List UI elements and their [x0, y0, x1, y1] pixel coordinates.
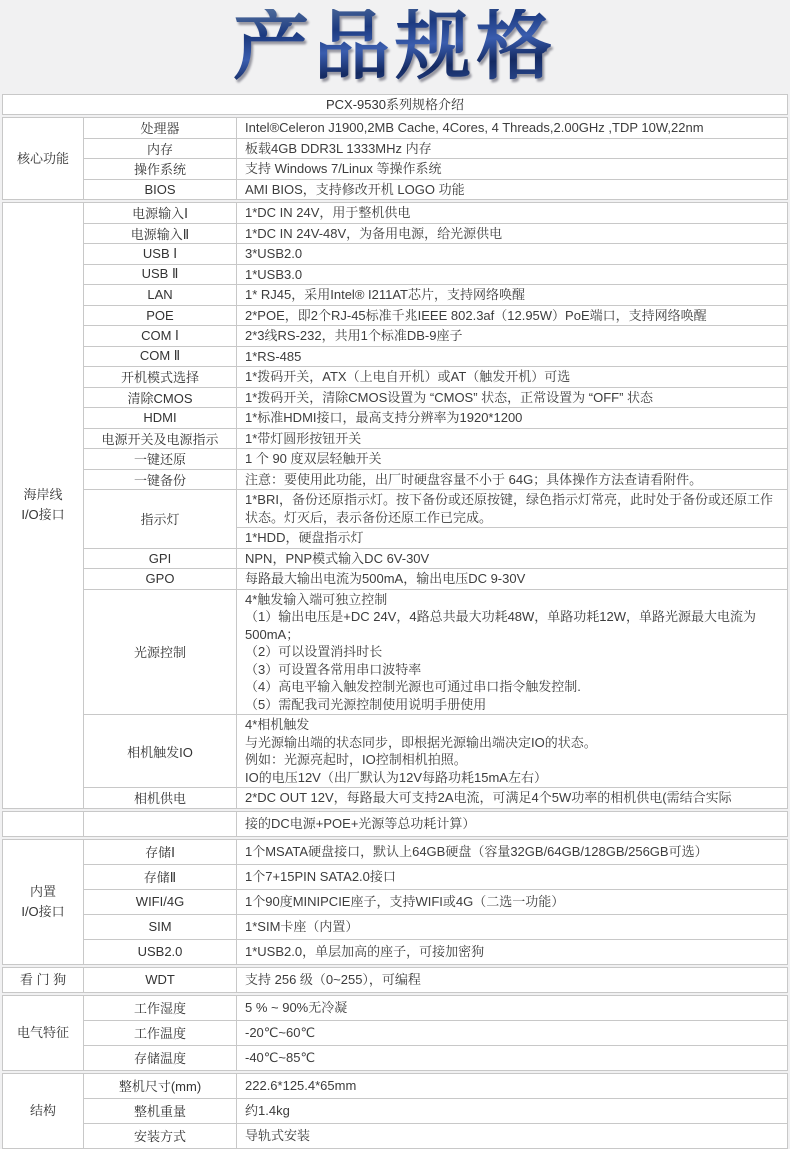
spec-row [84, 787, 787, 808]
spec-value-line: 板载4GB DDR3L 1333MHz 内存 [245, 140, 432, 156]
spec-row [84, 1074, 787, 1098]
spec-value-cell [237, 527, 787, 548]
spec-item-value [237, 996, 787, 1020]
spec-value-line: 222.6*125.4*65mm [245, 1077, 357, 1093]
spec-row [84, 469, 787, 490]
spec-item-value [237, 715, 787, 787]
spec-item-name: 一键还原 [84, 449, 237, 469]
spec-row [84, 179, 787, 200]
spec-value-line: 1*RS-485 [245, 348, 302, 364]
spec-value-cell [237, 118, 787, 138]
table-title: PCX-9530系列规格介绍 [2, 94, 788, 115]
spec-item-name: 存储温度 [84, 1046, 237, 1070]
spec-item-value [237, 139, 787, 159]
spec-value-cell [237, 569, 787, 589]
spec-section [2, 117, 788, 200]
spec-value-line: （4）高电平输入触发控制光源也可通过串口指令触发控制. [245, 679, 581, 694]
spec-value-line: 3*USB2.0 [245, 246, 303, 261]
spec-item-name: 电源输入Ⅰ [84, 203, 237, 223]
spec-row [84, 489, 787, 548]
spec-item-value [237, 408, 787, 428]
spec-value-cell [237, 159, 787, 179]
spec-item-name: 工作温度 [84, 1021, 237, 1045]
spec-value-cell [237, 715, 787, 787]
spec-row [84, 996, 787, 1020]
spec-row [84, 1123, 787, 1148]
spec-section [2, 995, 788, 1071]
spec-value-line: 支持 256 级（0~255），可编程 [245, 971, 421, 987]
spec-item-name: LAN [84, 285, 237, 305]
spec-item-name: USB Ⅰ [84, 244, 237, 264]
spec-value-line: 1*带灯圆形按钮开关 [245, 430, 362, 446]
spec-row [84, 968, 787, 992]
spec-value-line: 1*拨码开关，清除CMOS设置为 “CMOS” 状态，正常设置为 “OFF” 状态 [245, 389, 654, 405]
spec-value-cell [237, 788, 787, 808]
spec-row [84, 203, 787, 223]
spec-item-name: HDMI [84, 408, 237, 428]
spec-row [84, 812, 787, 836]
spec-item-value [237, 812, 787, 836]
spec-value-cell [237, 470, 787, 490]
spec-value-cell [237, 1124, 787, 1148]
spec-value-line: Intel®Celeron J1900,2MB Cache, 4Cores, 4 Threads,2.00GHz ,TDP 10W,22nm [245, 120, 704, 135]
spec-value-line: 2*DC OUT 12V，每路最大可支持2A电流，可满足4个5W功率的相机供电(需结合实际 [245, 790, 732, 805]
spec-value-cell [237, 865, 787, 889]
spec-row [84, 864, 787, 889]
spec-value-cell [237, 285, 787, 305]
spec-item-name: GPI [84, 549, 237, 569]
spec-row [84, 914, 787, 939]
spec-item-name: USB2.0 [84, 940, 237, 964]
spec-item-value [237, 940, 787, 964]
spec-row [84, 589, 787, 715]
spec-value-line: 2*3线RS-232，共用1个标准DB-9座子 [245, 328, 463, 343]
spec-row [84, 158, 787, 179]
spec-value-line: 1*USB2.0，单层加高的座子，可接加密狗 [245, 943, 485, 959]
spec-section [2, 202, 788, 809]
spec-item-value [237, 490, 787, 548]
spec-item-name: 存储Ⅱ [84, 865, 237, 889]
spec-item-name: 整机尺寸(mm) [84, 1074, 237, 1098]
spec-row [84, 407, 787, 428]
spec-item-value [237, 569, 787, 589]
spec-value-line: 支持 Windows 7/Linux 等操作系统 [245, 161, 442, 176]
category-label: 核心功能 [3, 118, 84, 199]
spec-value-line: 1* RJ45，采用Intel® I211AT芯片，支持网络唤醒 [245, 287, 525, 302]
spec-item-name: 处理器 [84, 118, 237, 138]
spec-value-line: （3）可设置各常用串口波特率 [245, 661, 422, 677]
spec-row [84, 325, 787, 346]
spec-item-name: 整机重量 [84, 1099, 237, 1123]
spec-value-cell [237, 139, 787, 159]
spec-value-cell [237, 840, 787, 864]
spec-item-value [237, 968, 787, 992]
spec-item-value [237, 549, 787, 569]
spec-value-line: 1个MSATA硬盘接口，默认上64GB硬盘（容量32GB/64GB/128GB/256GB可选） [245, 843, 708, 859]
spec-item-value [237, 244, 787, 264]
spec-value-cell [237, 367, 787, 387]
spec-value-cell [237, 347, 787, 367]
spec-item-value [237, 306, 787, 326]
spec-value-cell [237, 180, 787, 200]
spec-rows [84, 203, 787, 808]
spec-value-line: 每路最大输出电流为500mA，输出电压DC 9-30V [245, 571, 526, 586]
spec-row [84, 1098, 787, 1123]
spec-item-name: USB Ⅱ [84, 265, 237, 285]
spec-item-value [237, 224, 787, 244]
spec-row [84, 428, 787, 449]
spec-item-value [237, 1099, 787, 1123]
spec-row [84, 448, 787, 469]
spec-item-value [237, 470, 787, 490]
spec-item-name: 安装方式 [84, 1124, 237, 1148]
spec-value-line: 1*标准HDMI接口，最高支持分辨率为1920*1200 [245, 410, 523, 425]
spec-value-line: 导轨式安装 [245, 1127, 311, 1143]
category-label: 电气特征 [3, 996, 84, 1070]
spec-value-line: 4*相机触发 [245, 717, 310, 732]
spec-item-name: WDT [84, 968, 237, 992]
spec-value-line: （1）输出电压是+DC 24V，4路总共最大功耗48W，单路功耗12W，单路光源最大电流为500mA； [245, 609, 757, 642]
spec-row [84, 264, 787, 285]
spec-row [84, 387, 787, 408]
spec-value-line: 5 % ~ 90%无冷凝 [245, 999, 348, 1015]
spec-item-value [237, 590, 787, 715]
spec-value-cell [237, 890, 787, 914]
spec-value-line: 注意：要使用此功能，出厂时硬盘容量不小于 64G；具体操作方法查请看附件。 [245, 471, 703, 487]
spec-item-value [237, 890, 787, 914]
spec-value-cell [237, 203, 787, 223]
spec-row [84, 223, 787, 244]
spec-item-value [237, 159, 787, 179]
spec-row [84, 305, 787, 326]
spec-item-name: 一键备份 [84, 470, 237, 490]
spec-item-name: 开机模式选择 [84, 367, 237, 387]
spec-value-line: （5）需配我司光源控制使用说明手册使用 [245, 696, 487, 712]
spec-value-cell [237, 590, 787, 715]
spec-value-cell [237, 1074, 787, 1098]
spec-item-value [237, 788, 787, 808]
spec-item-value [237, 449, 787, 469]
spec-value-line: 4*触发输入端可独立控制 [245, 591, 388, 607]
page-title: 产品规格 [233, 4, 557, 89]
spec-value-line: 1*DC IN 24V，用于整机供电 [245, 205, 411, 220]
spec-value-line: 1个7+15PIN SATA2.0接口 [245, 868, 396, 884]
spec-item-value [237, 840, 787, 864]
spec-item-name: 清除CMOS [84, 388, 237, 408]
spec-value-cell [237, 1099, 787, 1123]
spec-item-value [237, 915, 787, 939]
spec-section [2, 967, 788, 993]
spec-value-cell [237, 408, 787, 428]
spec-value-cell [237, 1021, 787, 1045]
spec-row [84, 1020, 787, 1045]
spec-row [84, 889, 787, 914]
spec-item-name: COM Ⅱ [84, 347, 237, 367]
spec-item-value [237, 180, 787, 200]
spec-row [84, 138, 787, 159]
spec-value-line: 接的DC电源+POE+光源等总功耗计算） [245, 815, 476, 831]
category-label: 内置 I/O接口 [3, 840, 84, 964]
spec-value-cell [237, 996, 787, 1020]
spec-value-line: 1*拨码开关，ATX（上电自开机）或AT（触发开机）可选 [245, 369, 571, 384]
spec-value-cell [237, 1046, 787, 1070]
spec-row [84, 284, 787, 305]
spec-rows [84, 996, 787, 1070]
spec-value-line: 约1.4kg [245, 1102, 290, 1118]
spec-value-cell [237, 306, 787, 326]
spec-item-name: GPO [84, 569, 237, 589]
spec-table [2, 117, 788, 1149]
spec-item-name: 指示灯 [84, 490, 237, 548]
spec-rows [84, 968, 787, 992]
spec-row [84, 243, 787, 264]
spec-item-value [237, 285, 787, 305]
page-header [0, 0, 790, 94]
spec-value-cell [237, 244, 787, 264]
spec-row [84, 1045, 787, 1070]
spec-item-value [237, 265, 787, 285]
spec-item-value [237, 865, 787, 889]
category-label [3, 812, 84, 836]
spec-value-cell [237, 490, 787, 527]
spec-item-name: WIFI/4G [84, 890, 237, 914]
spec-item-name: BIOS [84, 180, 237, 200]
spec-value-line: 1*HDD，硬盘指示灯 [245, 530, 364, 545]
spec-row [84, 939, 787, 964]
spec-item-name: 相机触发IO [84, 715, 237, 787]
spec-item-name: COM Ⅰ [84, 326, 237, 346]
spec-value-line: 1 个 90 度双层轻触开关 [245, 451, 382, 466]
spec-value-cell [237, 940, 787, 964]
spec-value-cell [237, 549, 787, 569]
spec-value-cell [237, 812, 787, 836]
spec-value-line: （2）可以设置消抖时长 [245, 644, 383, 659]
spec-value-line: 2*POE，即2个RJ-45标准千兆IEEE 802.3af（12.95W）PoE端口，支持网络唤醒 [245, 307, 707, 323]
spec-item-name: SIM [84, 915, 237, 939]
spec-item-value [237, 1046, 787, 1070]
spec-value-line: 1*SIM卡座（内置） [245, 918, 359, 934]
spec-item-value [237, 118, 787, 138]
spec-item-name: POE [84, 306, 237, 326]
spec-value-cell [237, 915, 787, 939]
spec-row [84, 840, 787, 864]
spec-item-value [237, 203, 787, 223]
category-label: 结构 [3, 1074, 84, 1148]
spec-value-line: AMI BIOS，支持修改开机 LOGO 功能 [245, 181, 465, 197]
spec-value-line: 1*DC IN 24V-48V，为备用电源，给光源供电 [245, 225, 503, 241]
spec-rows [84, 1074, 787, 1148]
spec-item-value [237, 326, 787, 346]
spec-value-cell [237, 449, 787, 469]
spec-row [84, 346, 787, 367]
spec-section [2, 1073, 788, 1149]
spec-item-value [237, 1021, 787, 1045]
spec-value-line: 1个90度MINIPCIE座子，支持WIFI或4G（二选一功能） [245, 893, 565, 909]
category-label: 看 门 狗 [3, 968, 84, 992]
spec-item-value [237, 429, 787, 449]
spec-item-name: 内存 [84, 139, 237, 159]
spec-value-line: 例如：光源亮起时，IO控制相机拍照。 [245, 752, 467, 767]
spec-item-name: 光源控制 [84, 590, 237, 715]
spec-row [84, 118, 787, 138]
spec-value-line: 1*BRI，备份还原指示灯。按下备份或还原按键，绿色指示灯常亮，此时处于备份或还原工作状态。灯灭后，表示备份还原工作已完成。 [245, 492, 773, 525]
spec-value-cell [237, 968, 787, 992]
spec-value-cell [237, 265, 787, 285]
spec-item-value [237, 1124, 787, 1148]
spec-item-name: 操作系统 [84, 159, 237, 179]
spec-item-name [84, 812, 237, 836]
spec-rows [84, 840, 787, 964]
spec-row [84, 548, 787, 569]
spec-table-wrapper [2, 94, 788, 1149]
spec-value-line: IO的电压12V（出厂默认为12V每路功耗15mA左右） [245, 769, 547, 785]
spec-item-name: 工作湿度 [84, 996, 237, 1020]
spec-value-cell [237, 326, 787, 346]
spec-item-value [237, 347, 787, 367]
category-label: 海岸线 I/O接口 [3, 203, 84, 808]
spec-item-value [237, 1074, 787, 1098]
spec-section [2, 839, 788, 965]
spec-value-line: 与光源输出端的状态同步，即根据光源输出端决定IO的状态。 [245, 734, 597, 750]
spec-item-value [237, 367, 787, 387]
spec-item-name: 相机供电 [84, 788, 237, 808]
spec-item-name: 电源开关及电源指示 [84, 429, 237, 449]
spec-item-value [237, 388, 787, 408]
spec-row [84, 714, 787, 787]
spec-rows [84, 812, 787, 836]
spec-value-line: -20℃~60℃ [245, 1024, 316, 1040]
spec-value-cell [237, 429, 787, 449]
spec-value-line: -40℃~85℃ [245, 1049, 316, 1065]
spec-item-name: 电源输入Ⅱ [84, 224, 237, 244]
spec-row [84, 366, 787, 387]
spec-value-cell [237, 388, 787, 408]
spec-value-cell [237, 224, 787, 244]
spec-section [2, 811, 788, 837]
spec-row [84, 568, 787, 589]
spec-value-line: 1*USB3.0 [245, 266, 303, 282]
spec-item-name: 存储Ⅰ [84, 840, 237, 864]
spec-value-line: NPN，PNP模式输入DC 6V-30V [245, 550, 430, 566]
spec-rows [84, 118, 787, 199]
